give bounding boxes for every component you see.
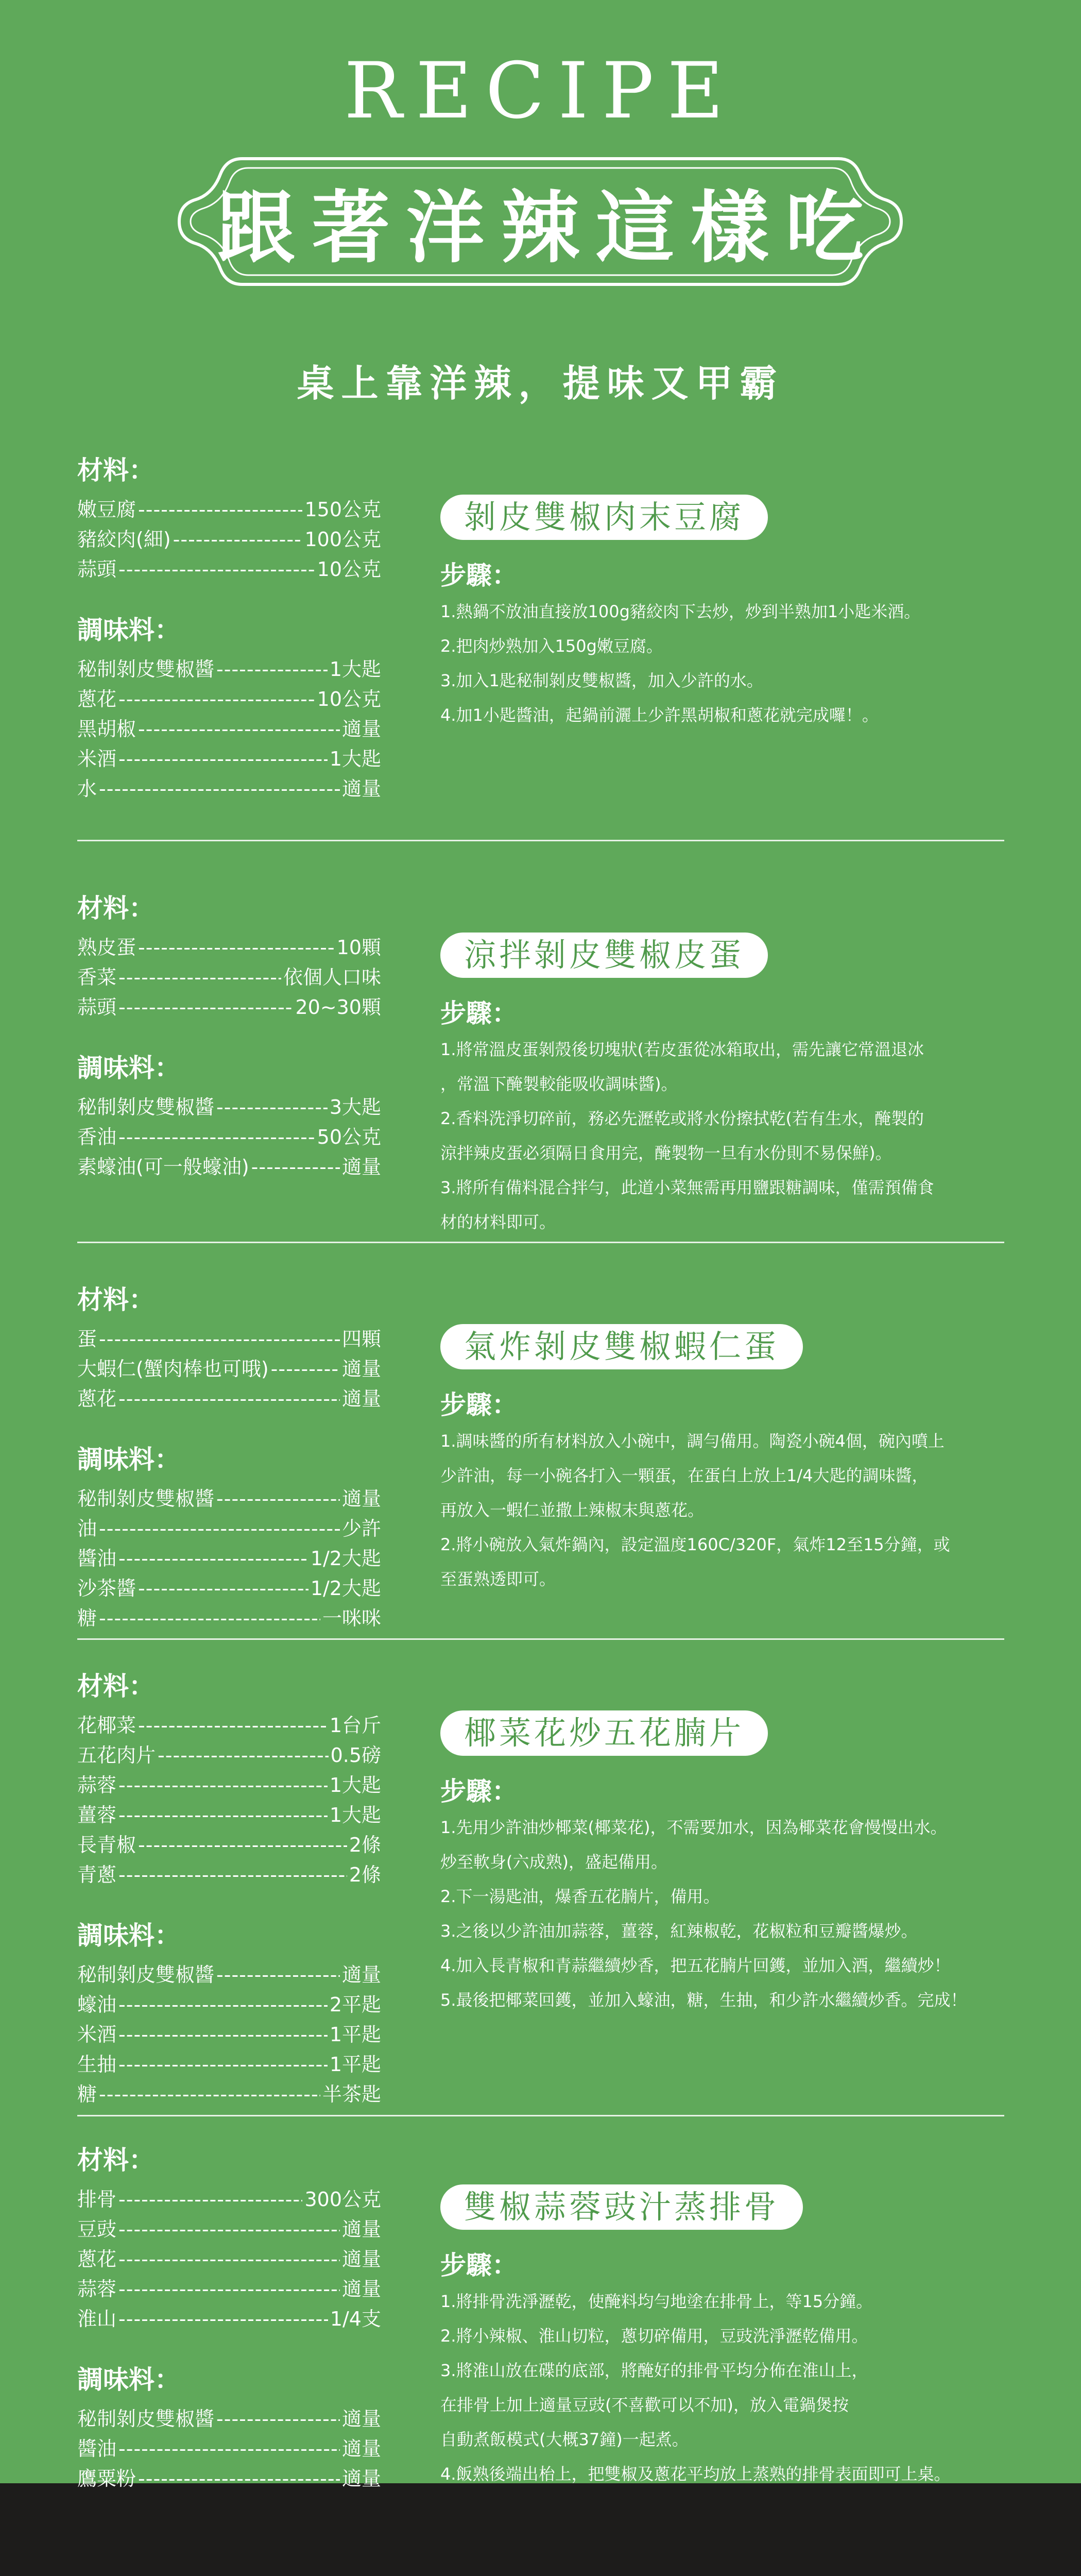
ingredient-quantity: 適量 (341, 718, 381, 740)
ingredient-quantity: 0.5磅 (330, 1744, 381, 1767)
ingredients-heading: 材料： (77, 455, 155, 485)
ingredients-column (77, 891, 381, 1182)
dotted-leader (118, 962, 281, 992)
ingredient-quantity: 20~30顆 (295, 996, 381, 1019)
recipe-title-pill: 氣炸剝皮雙椒蝦仁蛋 (440, 1324, 803, 1369)
ingredient-name: 水 (77, 777, 97, 800)
step-line: 再放入一蝦仁並撒上辣椒末與蔥花。 (440, 1500, 705, 1520)
step-line: 2.香料洗淨切碎前，務必先瀝乾或將水份擦拭乾(若有生水，醃製的 (440, 1109, 924, 1128)
ingredient-name: 米酒 (77, 2023, 117, 2046)
ingredient-name: 五花肉片 (77, 1744, 156, 1767)
ingredient-row (77, 2464, 381, 2494)
ingredient-quantity: 1台斤 (329, 1714, 381, 1737)
steps-column (440, 1710, 1033, 2018)
ingredient-row (77, 1544, 381, 1573)
ingredient-row (77, 744, 381, 774)
step-line: 4.加1小匙醬油，起鍋前灑上少許黑胡椒和蔥花就完成囉！。 (440, 705, 879, 725)
dotted-leader (118, 684, 315, 714)
ingredient-row (77, 1960, 381, 1990)
ingredient-name: 秘制剝皮雙椒醬 (77, 2408, 215, 2430)
ingredient-quantity: 適量 (341, 2408, 381, 2430)
dark-background (0, 2483, 1081, 2576)
steps-heading: 步驟： (440, 1776, 518, 1806)
step-line: 3.之後以少許油加蒜蓉，薑蓉，紅辣椒乾，花椒粒和豆瓣醬爆炒。 (440, 1921, 918, 1941)
ingredient-name: 豆豉 (77, 2218, 117, 2241)
ingredient-name: 醬油 (77, 2437, 117, 2460)
step-line: 涼拌辣皮蛋必須隔日食用完，醃製物一旦有水份則不易保鮮)。 (440, 1143, 892, 1163)
ingredient-row (77, 1573, 381, 1603)
section-divider (77, 1242, 1004, 1243)
ingredient-quantity: 3大匙 (329, 1096, 381, 1118)
ingredient-name: 糖 (77, 2083, 97, 2106)
dotted-leader (99, 774, 340, 804)
ingredient-name: 嫩豆腐 (77, 498, 136, 521)
dotted-leader (118, 2244, 340, 2274)
ingredient-name: 蒜頭 (77, 558, 117, 581)
dotted-leader (138, 2464, 340, 2494)
title-frame (175, 155, 905, 289)
ingredient-quantity: 10公克 (317, 558, 381, 581)
dotted-leader (118, 554, 315, 584)
section-divider (77, 1638, 1004, 1640)
dotted-leader (99, 1324, 340, 1354)
dotted-leader (138, 933, 335, 962)
dotted-leader (118, 2049, 328, 2079)
recipe-title-pill: 椰菜花炒五花腩片 (440, 1710, 768, 1756)
dotted-leader (216, 1960, 340, 1990)
dotted-leader (118, 2274, 340, 2304)
steps-heading: 步驟： (440, 1390, 518, 1420)
dotted-leader (138, 714, 340, 744)
dotted-leader (138, 495, 302, 524)
steps-heading: 步驟： (440, 561, 518, 590)
ingredient-row (77, 2079, 381, 2109)
ingredient-name: 蒜頭 (77, 996, 117, 1019)
ingredient-name: 蠔油 (77, 1993, 117, 2016)
dotted-leader (118, 1860, 347, 1890)
ingredient-row (77, 1152, 381, 1182)
ingredient-name: 素蠔油(可一般蠔油) (77, 1156, 249, 1178)
dotted-leader (251, 1152, 340, 1182)
ingredient-quantity: 適量 (341, 2218, 381, 2241)
ingredient-quantity: 2平匙 (329, 1993, 381, 2016)
dotted-leader (138, 1573, 308, 1603)
ingredient-quantity: 300公克 (304, 2188, 381, 2211)
ingredient-quantity: 150公克 (304, 498, 381, 521)
ingredient-quantity: 1大匙 (329, 658, 381, 681)
dotted-leader (216, 654, 328, 684)
ingredient-name: 油 (77, 1517, 97, 1540)
step-line: 材的材料即可。 (440, 1212, 556, 1232)
ingredient-name: 排骨 (77, 2188, 117, 2211)
recipe-title-pill: 涼拌剝皮雙椒皮蛋 (440, 933, 768, 978)
ingredients-column (77, 1669, 381, 2109)
ingredient-name: 蒜蓉 (77, 1774, 117, 1797)
ingredient-row (77, 2304, 381, 2334)
ingredient-name: 香油 (77, 1126, 117, 1148)
dotted-leader (216, 1484, 340, 1514)
ingredient-row (77, 2404, 381, 2434)
ingredient-row (77, 2049, 381, 2079)
ingredient-quantity: 一咪咪 (322, 1607, 381, 1630)
step-line: 2.下一湯匙油，爆香五花腩片，備用。 (440, 1887, 720, 1906)
ingredient-row (77, 933, 381, 962)
dotted-leader (118, 992, 293, 1022)
dotted-leader (158, 1740, 329, 1770)
ingredient-row (77, 1324, 381, 1354)
ingredients-heading: 材料： (77, 893, 155, 923)
step-line: ，常溫下醃製較能吸收調味醬)。 (440, 1074, 678, 1094)
ingredient-quantity: 1/2大匙 (310, 1547, 381, 1570)
ingredient-name: 糖 (77, 1607, 97, 1630)
step-line: 1.將排骨洗淨瀝乾，使醃料均勻地塗在排骨上，等15分鐘。 (440, 2292, 873, 2311)
ingredient-row (77, 1384, 381, 1414)
dotted-leader (118, 1384, 340, 1414)
ingredient-name: 秘制剝皮雙椒醬 (77, 1963, 215, 1986)
dotted-leader (118, 1990, 328, 2020)
ingredient-name: 香菜 (77, 966, 117, 989)
ingredient-name: 米酒 (77, 748, 117, 770)
ingredient-quantity: 適量 (341, 1358, 381, 1380)
steps-heading: 步驟： (440, 998, 518, 1028)
ingredient-row (77, 524, 381, 554)
ingredient-row (77, 654, 381, 684)
ingredient-name: 秘制剝皮雙椒醬 (77, 1096, 215, 1118)
ingredient-name: 蔥花 (77, 1387, 117, 1410)
ingredient-quantity: 1平匙 (329, 2053, 381, 2076)
ingredient-quantity: 適量 (341, 1156, 381, 1178)
ingredients-heading: 材料： (77, 1671, 155, 1701)
dotted-leader (216, 1092, 328, 1122)
ingredient-name: 鷹粟粉 (77, 2467, 136, 2490)
ingredient-name: 熟皮蛋 (77, 936, 136, 959)
seasoning-heading: 調味料： (77, 1445, 180, 1475)
step-line: 5.最後把椰菜回鑊，並加入蠔油，糖，生抽，和少許水繼續炒香。完成！ (440, 1990, 967, 2010)
ingredient-quantity: 適量 (341, 1387, 381, 1410)
ingredient-row (77, 554, 381, 584)
dotted-leader (271, 1354, 340, 1384)
ingredient-quantity: 10顆 (336, 936, 381, 959)
ingredient-name: 蒜蓉 (77, 2278, 117, 2300)
ingredient-row (77, 1484, 381, 1514)
ingredient-row (77, 1122, 381, 1152)
step-line: 1.先用少許油炒椰菜(椰菜花)，不需要加水，因為椰菜花會慢慢出水。 (440, 1818, 947, 1837)
ingredient-row (77, 1830, 381, 1860)
ingredient-quantity: 1/2大匙 (310, 1577, 381, 1600)
ingredient-name: 長青椒 (77, 1834, 136, 1856)
ingredient-row (77, 1603, 381, 1633)
dotted-leader (118, 1800, 328, 1830)
ingredient-row (77, 1514, 381, 1544)
dotted-leader (118, 1122, 315, 1152)
recipe-heading: RECIPE (344, 46, 737, 136)
ingredient-quantity: 1/4支 (330, 2308, 381, 2330)
step-line: 3.將淮山放在碟的底部，將醃好的排骨平均分佈在淮山上， (440, 2361, 868, 2380)
ingredient-row (77, 2184, 381, 2214)
main-title: 跟著洋辣這樣吃 (217, 181, 880, 274)
ingredient-row (77, 684, 381, 714)
step-line: 自動煮飯模式(大概37鐘)一起煮。 (440, 2430, 689, 2449)
steps-column (440, 2184, 1033, 2492)
ingredients-heading: 材料： (77, 1285, 155, 1315)
dotted-leader (118, 2184, 302, 2214)
ingredient-name: 秘制剝皮雙椒醬 (77, 658, 215, 681)
ingredient-quantity: 適量 (341, 2437, 381, 2460)
steps-column (440, 495, 1033, 733)
ingredient-row (77, 2214, 381, 2244)
step-line: 4.加入長青椒和青蒜繼續炒香，把五花腩片回鑊，並加入酒，繼續炒！ (440, 1956, 951, 1975)
step-line: 4.飯熟後端出枱上，把雙椒及蔥花平均放上蒸熟的排骨表面即可上桌。 (440, 2464, 951, 2484)
step-line: 3.將所有備料混合拌勻，此道小菜無需再用鹽跟糖調味，僅需預備食 (440, 1178, 934, 1197)
ingredient-quantity: 50公克 (317, 1126, 381, 1148)
step-line: 1.將常溫皮蛋剝殼後切塊狀(若皮蛋從冰箱取出，需先讓它常溫退冰 (440, 1040, 924, 1059)
dotted-leader (118, 2434, 340, 2464)
ingredient-quantity: 適量 (341, 777, 381, 800)
step-line: 炒至軟身(六成熟)，盛起備用。 (440, 1852, 667, 1872)
ingredient-quantity: 1大匙 (329, 1804, 381, 1826)
step-line: 2.將小碗放入氣炸鍋內，設定溫度160C/320F，氣炸12至15分鐘，或 (440, 1535, 950, 1554)
ingredient-row (77, 1354, 381, 1384)
ingredient-row (77, 495, 381, 524)
seasoning-heading: 調味料： (77, 2365, 180, 2395)
dotted-leader (138, 1710, 328, 1740)
ingredient-quantity: 1大匙 (329, 1774, 381, 1797)
dotted-leader (99, 1603, 320, 1633)
ingredient-row (77, 962, 381, 992)
step-line: 1.調味醬的所有材料放入小碗中，調勻備用。陶瓷小碗4個，碗內噴上 (440, 1431, 945, 1451)
step-line: 至蛋熟透即可。 (440, 1569, 556, 1589)
ingredient-row (77, 2274, 381, 2304)
ingredient-name: 淮山 (77, 2308, 117, 2330)
dotted-leader (118, 2020, 328, 2049)
ingredient-quantity: 適量 (341, 2278, 381, 2300)
dotted-leader (216, 2404, 340, 2434)
dotted-leader (99, 2079, 320, 2109)
seasoning-heading: 調味料： (77, 615, 180, 645)
seasoning-heading: 調味料： (77, 1053, 180, 1083)
ingredient-row (77, 1860, 381, 1890)
subtitle: 桌上靠洋辣，提味又甲霸 (297, 361, 784, 405)
recipe-title-pill: 雙椒蒜蓉豉汁蒸排骨 (440, 2184, 803, 2230)
ingredient-row (77, 992, 381, 1022)
step-line: 2.把肉炒熟加入150g嫩豆腐。 (440, 636, 663, 656)
dotted-leader (118, 2304, 328, 2334)
ingredient-name: 大蝦仁(蟹肉棒也可哦) (77, 1358, 269, 1380)
step-line: 3.加入1匙秘制剝皮雙椒醬，加入少許的水。 (440, 671, 763, 690)
dotted-leader (118, 1770, 328, 1800)
ingredient-name: 青蔥 (77, 1863, 117, 1886)
dotted-leader (118, 744, 328, 774)
ingredient-row (77, 1800, 381, 1830)
ingredient-quantity: 2條 (349, 1863, 381, 1886)
ingredient-name: 醬油 (77, 1547, 117, 1570)
ingredients-column (77, 453, 381, 804)
ingredient-row (77, 2244, 381, 2274)
ingredient-row (77, 1710, 381, 1740)
ingredient-row (77, 2434, 381, 2464)
dotted-leader (138, 1830, 347, 1860)
section-divider (77, 840, 1004, 841)
ingredient-quantity: 適量 (341, 1487, 381, 1510)
steps-column (440, 933, 1033, 1240)
ingredient-quantity: 少許 (341, 1517, 381, 1540)
ingredient-quantity: 2條 (349, 1834, 381, 1856)
step-line: 1.熱鍋不放油直接放100g豬絞肉下去炒，炒到半熟加1小匙米酒。 (440, 602, 921, 621)
ingredient-quantity: 適量 (341, 2248, 381, 2270)
ingredient-name: 花椰菜 (77, 1714, 136, 1737)
ingredient-row (77, 1740, 381, 1770)
seasoning-heading: 調味料： (77, 1921, 180, 1951)
dotted-leader (118, 2214, 340, 2244)
dotted-leader (173, 524, 303, 554)
recipe-title-pill: 剝皮雙椒肉末豆腐 (440, 495, 768, 540)
ingredient-name: 黑胡椒 (77, 718, 136, 740)
ingredient-quantity: 適量 (341, 1963, 381, 1986)
ingredient-quantity: 1平匙 (329, 2023, 381, 2046)
ingredient-quantity: 適量 (341, 2467, 381, 2490)
ingredient-name: 豬絞肉(細) (77, 528, 171, 551)
ingredient-quantity: 10公克 (317, 688, 381, 710)
step-line: 2.將小辣椒、淮山切粒，蔥切碎備用，豆豉洗淨瀝乾備用。 (440, 2326, 868, 2346)
dotted-leader (118, 1544, 308, 1573)
step-line: 少許油，每一小碗各打入一顆蛋，在蛋白上放上1/4大匙的調味醬， (440, 1466, 929, 1485)
ingredient-row (77, 774, 381, 804)
ingredients-heading: 材料： (77, 2145, 155, 2175)
ingredients-column (77, 1283, 381, 1633)
ingredient-row (77, 1092, 381, 1122)
ingredient-name: 薑蓉 (77, 1804, 117, 1826)
ingredient-quantity: 依個人口味 (283, 966, 381, 989)
ingredient-quantity: 四顆 (341, 1328, 381, 1350)
ingredient-name: 蔥花 (77, 688, 117, 710)
dotted-leader (99, 1514, 340, 1544)
ingredient-quantity: 100公克 (304, 528, 381, 551)
section-divider (77, 2115, 1004, 2116)
ingredient-name: 生抽 (77, 2053, 117, 2076)
ingredients-column (77, 2143, 381, 2494)
ingredient-row (77, 714, 381, 744)
ingredient-name: 沙茶醬 (77, 1577, 136, 1600)
steps-column (440, 1324, 1033, 1597)
ingredient-quantity: 1大匙 (329, 748, 381, 770)
ingredient-row (77, 1770, 381, 1800)
ingredient-quantity: 半茶匙 (322, 2083, 381, 2106)
ingredient-name: 蔥花 (77, 2248, 117, 2270)
step-line: 在排骨上加上適量豆豉(不喜歡可以不加)，放入電鍋煲按 (440, 2395, 849, 2415)
ingredient-row (77, 1990, 381, 2020)
ingredient-name: 蛋 (77, 1328, 97, 1350)
ingredient-name: 秘制剝皮雙椒醬 (77, 1487, 215, 1510)
ingredient-row (77, 2020, 381, 2049)
steps-heading: 步驟： (440, 2250, 518, 2280)
